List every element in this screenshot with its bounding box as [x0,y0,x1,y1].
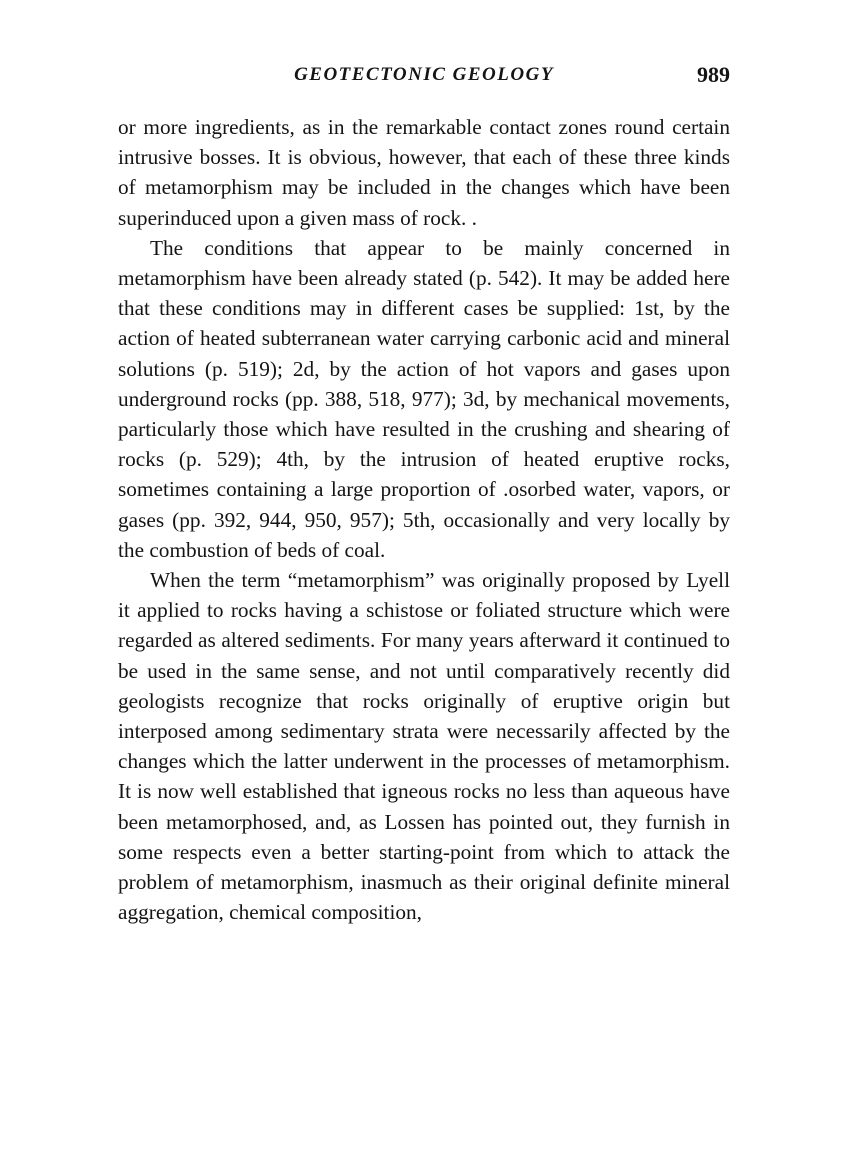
page-number: 989 [697,62,730,87]
paragraph-conditions: The conditions that appear to be mainly concerned in metamorphism have been already stated (p. 542). It may be added here that these conditions may in different cases be supplied: 1st, by the action of heated subterranean water carrying carbonic acid and mineral solutions (p. 519); 2d, by the action of hot vapors and gases upon underground rocks (pp. 388, 518, 977); 3d, by mechanical movements, particularly those which have resulted in the crushing and shearing of rocks (p. 529); 4th, by the intrusion of heated eruptive rocks, sometimes containing a large proportion of .osorbed water, vapors, or gases (pp. 392, 944, 950, 957); 5th, occasionally and very locally by the combustion of beds of coal. [118,235,730,562]
paragraph-term-history: When the term “metamorphism” was originally proposed by Lyell it applied to rocks having a schistose or foliated structure which were regarded as altered sediments. For many years afterward it continued to be used in the same sense, and not until comparatively recently did geologists recognize that rocks originally of eruptive origin but interposed among sedimentary strata were necessarily affected by the changes which the latter underwent in the processes of metamorphism. It is now well established that igneous rocks no less than aqueous have been metamorphosed, and, as Lossen has pointed out, they furnish in some respects even a better starting-point from which to attack the problem of metamorphism, inasmuch as their original definite mineral aggregation, chemical composition, [118,568,730,925]
paragraph-continued: or more ingredients, as in the remarkable contact zones round certain intrusive bosses. It is obvious, however, that each of these three kinds of metamorphism may be included in the changes which have been superinduced upon a given mass of rock. . [118,115,730,230]
running-head-title: GEOTECTONIC GEOLOGY [294,64,554,85]
running-head [118,62,730,94]
body-text [118,112,730,927]
book-page [118,62,730,927]
